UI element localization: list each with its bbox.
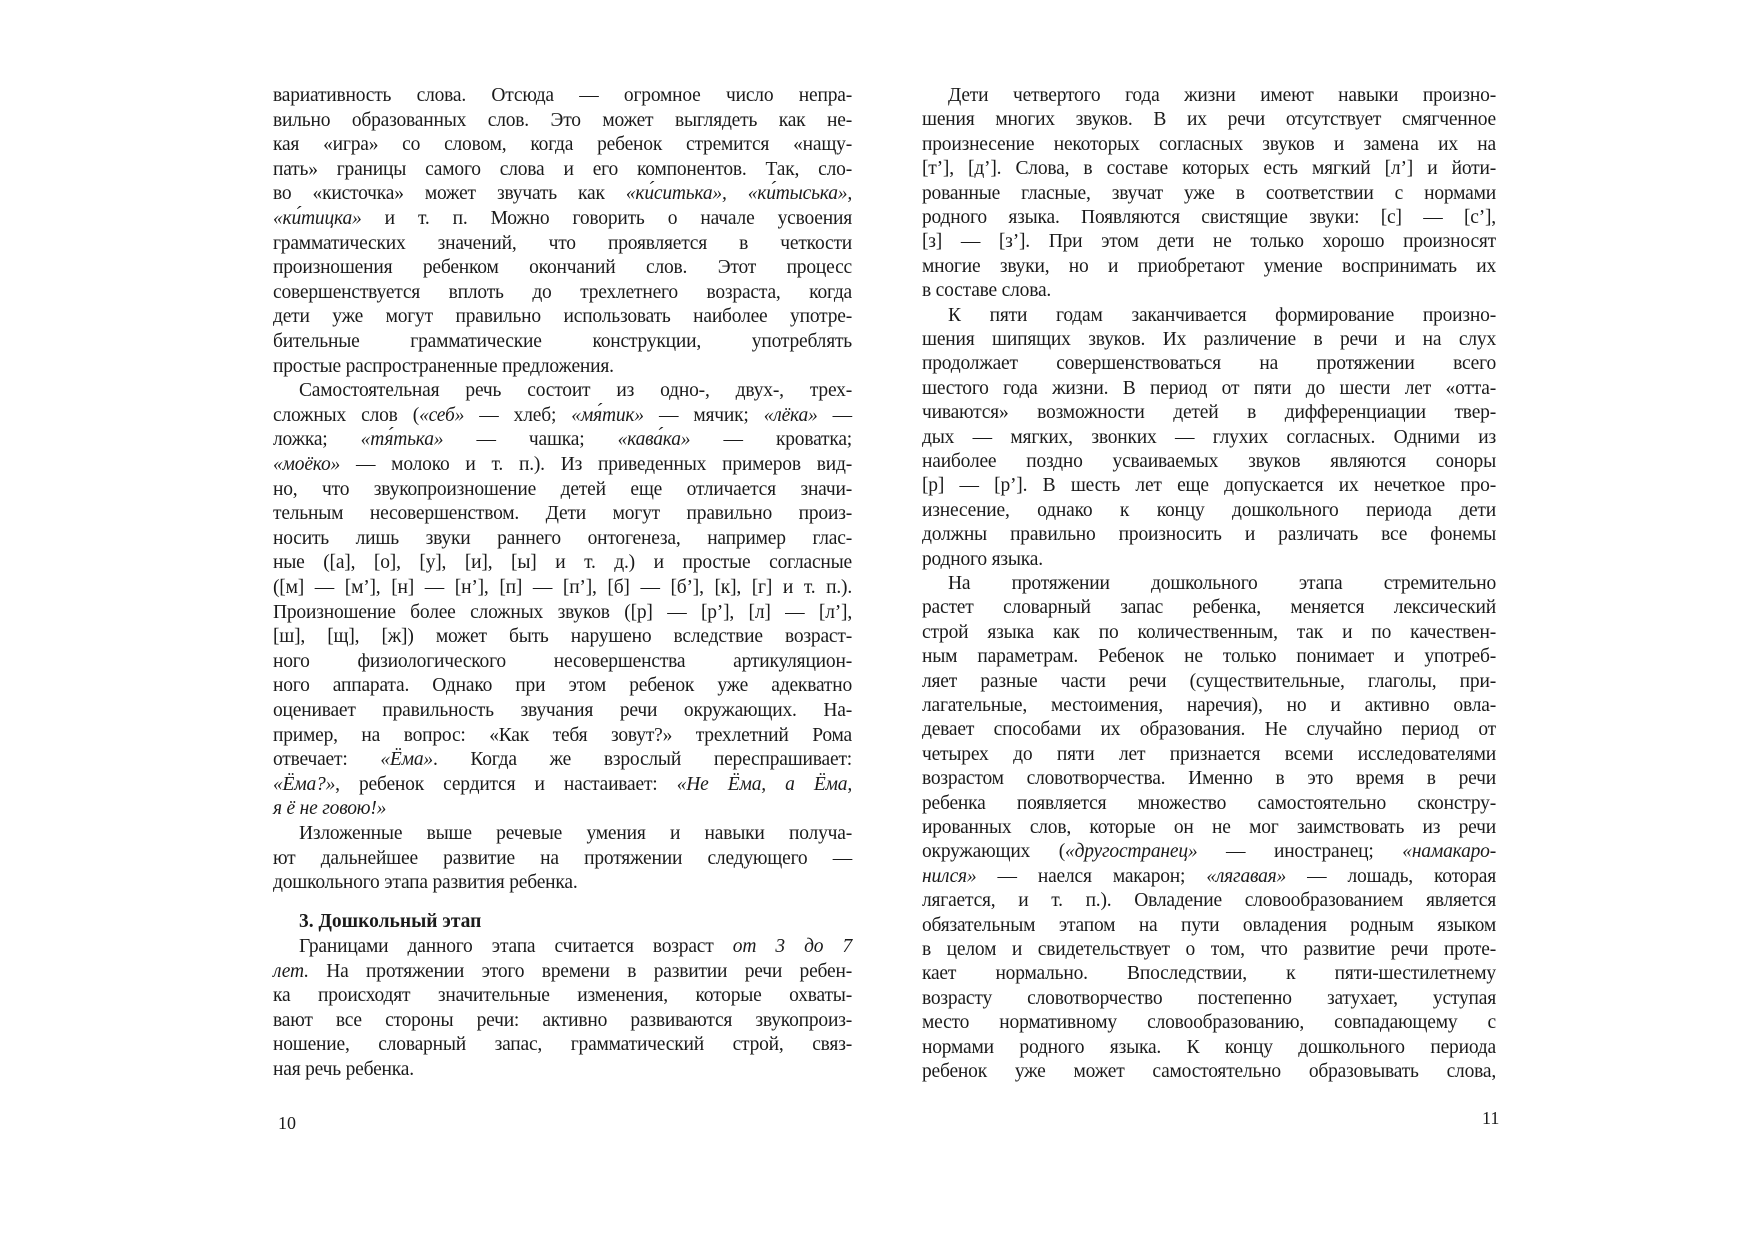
text-line [273, 355, 852, 379]
text-run: шения многих звуков. В их речи отсутствует смягченное [922, 109, 1496, 131]
text-line [922, 1011, 1496, 1035]
italic-example: «себ» [419, 404, 465, 426]
text-run: четырех до пяти лет признается всеми исследователями [922, 743, 1496, 765]
text-run: [т’], [д’]. Слова, в составе которых есть мягкий [л’] и йоти- [922, 158, 1496, 180]
text-run: отвечает: [273, 749, 381, 771]
text-run: девает способами их образования. Не случайно период от [922, 719, 1496, 741]
text-run: дошкольного этапа развития ребенка. [273, 872, 578, 894]
text-run: должны правильно произносить и различать все фонемы [922, 524, 1496, 546]
text-run: — кроватка; [690, 429, 852, 451]
italic-example: от 3 до 7 [732, 936, 853, 957]
italic-example: «ки́ситька», «ки́тыська», [625, 183, 852, 205]
text-line [273, 109, 852, 133]
text-run: продолжает совершенствоваться на протяжении всего [922, 353, 1496, 375]
text-line [273, 960, 852, 984]
text-run: [з] — [з’]. При этом дети не только хорошо произносят [922, 231, 1496, 253]
text-line [273, 404, 852, 428]
text-run: — лошадь, которая [1286, 865, 1496, 887]
text-run: вают все стороны речи: активно развиваются звукопроиз- [273, 1009, 852, 1031]
text-run: ная речь ребенка. [273, 1059, 414, 1080]
text-line [273, 797, 852, 821]
text-line [273, 428, 852, 452]
text-line [922, 352, 1496, 376]
text-line [922, 865, 1496, 889]
text-run: оценивает правильность звучания речи окружающих. На- [273, 700, 852, 721]
text-line [273, 305, 852, 329]
text-run: — мячик; [643, 404, 764, 426]
text-run: К пяти годам заканчивается формирование произно- [948, 304, 1496, 326]
text-run: шестого года жизни. В период от пяти до шести лет «отта- [922, 377, 1496, 399]
text-line [922, 230, 1496, 254]
text-run: нормами родного языка. К концу дошкольного периода [922, 1036, 1496, 1058]
text-line [273, 232, 852, 256]
text-run: — наелся макарон; [976, 865, 1207, 887]
text-run: ложка; [273, 429, 361, 451]
italic-example: лет. [273, 960, 309, 982]
text-run: изнесение, однако к концу дошкольного периода дети [922, 499, 1496, 521]
text-run: носить лишь звуки раннего онтогенеза, например глас- [273, 527, 852, 549]
text-run: На протяжении дошкольного этапа стремительно [948, 573, 1496, 594]
text-line [922, 450, 1496, 474]
text-run: бительные грамматические конструкции, употреблять [273, 331, 852, 352]
text-line [922, 304, 1496, 328]
text-run: строй языка как по количественным, так и по качествен- [922, 621, 1496, 643]
text-line [273, 847, 852, 871]
text-run: Произношение более сложных звуков ([р] — [р’], [л] — [л’], [273, 601, 852, 623]
text-line [922, 718, 1496, 742]
text-run: дети уже могут правильно использовать наиболее употре- [273, 306, 852, 328]
text-line [273, 724, 852, 748]
text-run: ные ([а], [о], [у], [и], [ы] и т. д.) и простые согласные [273, 552, 852, 574]
text-line [922, 1036, 1496, 1060]
text-line [273, 935, 852, 959]
text-run: ребенка появляется множество самостоятельно сконстру- [922, 792, 1496, 814]
text-run: растет словарный запас ребенка, меняется лексический [922, 597, 1496, 619]
text-run: , ребенок сердится и настаивает: [335, 773, 677, 795]
page-number-left: 10 [278, 1113, 296, 1133]
text-line [273, 699, 852, 723]
italic-example: «тя́тька» [360, 429, 444, 451]
text-line [273, 1009, 852, 1033]
text-line [922, 962, 1496, 986]
text-run: ного аппарата. Однако при этом ребенок уже адекватно [273, 675, 852, 697]
section-heading: 3. Дошкольный этап [299, 911, 482, 932]
text-line [922, 84, 1496, 108]
italic-example: «кава́ка» [617, 429, 691, 451]
italic-example: «другостранец» [1065, 841, 1198, 863]
text-line [273, 871, 852, 895]
text-line [922, 743, 1496, 767]
text-run: окружающих ( [922, 841, 1066, 863]
text-run: возрастом словотворчества. Именно в это время в речи [922, 768, 1496, 790]
text-run: ированных слов, которые он не мог заимствовать из речи [922, 817, 1496, 838]
text-line [922, 767, 1496, 791]
text-line [273, 984, 852, 1008]
text-line [922, 987, 1496, 1011]
text-run: Дети четвертого года жизни имеют навыки произно- [948, 85, 1496, 106]
text-run: обязательным этапом на пути овладения родным языком [922, 914, 1496, 936]
text-run: грамматических значений, что проявляется в четкости [273, 232, 852, 254]
text-line [273, 281, 852, 305]
text-run: ка происходят значительные изменения, которые охваты- [273, 985, 852, 1007]
text-line [273, 527, 852, 551]
text-line [273, 379, 852, 403]
text-line [273, 502, 852, 526]
text-line [922, 499, 1496, 523]
text-run: многие звуки, но и приобретают умение воспринимать их [922, 255, 1496, 277]
italic-example: я ё не говою!» [273, 798, 387, 820]
text-run: — [817, 404, 852, 426]
text-line [273, 478, 852, 502]
text-line [922, 182, 1496, 206]
italic-example: «Не Ёма, а Ёма, [676, 773, 852, 795]
text-line [273, 158, 852, 182]
italic-example: «лёка» [763, 404, 818, 426]
text-line [922, 914, 1496, 938]
text-run: наиболее поздно усваиваемых звуков являются соноры [922, 451, 1496, 472]
text-line [922, 596, 1496, 620]
text-line [273, 330, 852, 354]
text-line [922, 523, 1496, 547]
text-line [273, 453, 852, 477]
text-run: простые распространенные предложения. [273, 355, 614, 377]
text-run: сложных слов ( [273, 404, 420, 426]
text-run: родного языка. [922, 548, 1043, 570]
italic-example: «мя́тик» [571, 404, 644, 426]
text-run: кая «игра» со словом, когда ребенок стремится «нащу- [273, 134, 852, 156]
text-run: — хлеб; [464, 404, 572, 426]
text-line [922, 255, 1496, 279]
text-run: На протяжении этого времени в развитии речи ребен- [308, 960, 852, 982]
italic-example: «лягавая» [1206, 865, 1287, 887]
text-run: во «кисточка» может звучать как [273, 183, 626, 205]
text-run: . Когда же взрослый переспрашивает: [432, 749, 852, 771]
text-line [922, 108, 1496, 132]
text-line [922, 377, 1496, 401]
text-run: пример, на вопрос: «Как тебя зовут?» трехлетний Рома [273, 724, 852, 746]
text-run: — молоко и т. п.). Из приведенных примеров вид- [340, 454, 852, 475]
italic-example: «моёко» [273, 454, 341, 475]
text-run: произношения ребенком окончаний слов. Этот процесс [273, 257, 852, 279]
text-run: Самостоятельная речь состоит из одно-, двух-, трех- [299, 380, 852, 402]
italic-example: «Ёма?» [273, 773, 336, 795]
text-line [922, 279, 1496, 303]
text-run: место нормативному словообразованию, совпадающему с [922, 1012, 1496, 1034]
text-line [922, 938, 1496, 962]
text-line [273, 207, 852, 231]
text-run: — иностранец; [1197, 841, 1403, 863]
text-line [273, 551, 852, 575]
text-run: чиваются» возможности детей в дифференциации твер- [922, 402, 1496, 424]
text-line [273, 625, 852, 649]
text-run: в составе слова. [922, 280, 1052, 302]
text-run: вильно образованных слов. Это может выглядеть как не- [273, 109, 852, 131]
text-line [922, 792, 1496, 816]
text-line [922, 816, 1496, 840]
text-line [922, 1060, 1496, 1084]
italic-example: «намакаро- [1402, 841, 1497, 863]
text-line [922, 328, 1496, 352]
text-run: тельным несовершенством. Дети могут правильно произ- [273, 503, 852, 525]
text-line [922, 694, 1496, 718]
text-line [922, 426, 1496, 450]
text-run: рованные гласные, звучат уже в соответствии с нормами [922, 182, 1496, 204]
text-line [273, 256, 852, 280]
text-run: ([м] — [м’], [н] — [н’], [п] — [п’], [б] — [б’], [к], [г] и т. п.). [273, 577, 852, 598]
text-line [922, 401, 1496, 425]
text-line [922, 474, 1496, 498]
page-number-right: 11 [1482, 1108, 1500, 1128]
text-run: но, что звукопроизношение детей еще отличается значи- [273, 478, 852, 500]
text-line [922, 840, 1496, 864]
text-line [273, 773, 852, 797]
text-line [273, 601, 852, 625]
text-line [922, 889, 1496, 913]
text-line [922, 548, 1496, 572]
text-run: — чашка; [443, 429, 618, 451]
text-line [273, 576, 852, 600]
text-run: ляет разные части речи (существительные, глаголы, при- [922, 670, 1496, 692]
text-run: лягается, и т. п.). Овладение словообразованием является [922, 890, 1496, 912]
text-line [922, 621, 1496, 645]
text-run: Границами данного этапа считается возраст [299, 936, 733, 957]
text-run: ным параметрам. Ребенок не только понимает и употреб- [922, 646, 1496, 668]
text-run: возрасту словотворчество постепенно затухает, уступая [922, 987, 1496, 1009]
text-line [922, 670, 1496, 694]
text-line [273, 182, 852, 206]
text-run: родного языка. Появляются свистящие звуки: [с] — [с’], [922, 207, 1496, 228]
text-line [273, 1033, 852, 1057]
text-line [273, 822, 852, 846]
text-run: ношение, словарный запас, грамматический строй, связ- [273, 1034, 852, 1056]
text-run: Изложенные выше речевые умения и навыки получа- [299, 823, 852, 844]
text-line [922, 206, 1496, 230]
text-run: ребенок уже может самостоятельно образовывать слова, [922, 1061, 1496, 1082]
text-run: ного физиологического несовершенства артикуляцион- [273, 650, 852, 672]
italic-example: «Ёма» [380, 749, 433, 771]
text-run: кает нормально. Впоследствии, к пяти-шестилетнему [922, 963, 1496, 985]
text-run: дых — мягких, звонких — глухих согласных. Одними из [922, 426, 1496, 448]
text-line [273, 748, 852, 772]
text-run: пать» границы самого слова и его компонентов. Так, сло- [273, 158, 852, 180]
italic-example: нился» [922, 865, 977, 887]
italic-example: «ки́тицка» [273, 208, 362, 229]
text-run: и т. п. Можно говорить о начале усвоения [361, 208, 852, 229]
text-line [273, 1058, 852, 1082]
text-run: [ш], [щ], [ж]) может быть нарушено вследствие возраст- [273, 626, 852, 648]
text-line [922, 133, 1496, 157]
text-run: совершенствуется вплоть до трехлетнего возраста, когда [273, 281, 852, 303]
text-run: лагательные, местоимения, наречия), но и активно овла- [922, 695, 1496, 716]
text-line [922, 157, 1496, 181]
text-run: в целом и свидетельствует о том, что развитие речи проте- [922, 939, 1496, 960]
text-run: вариативность слова. Отсюда — огромное число непра- [273, 85, 852, 106]
text-line [273, 133, 852, 157]
text-run: произнесение некоторых согласных звуков и замена их на [922, 133, 1496, 155]
text-line [273, 674, 852, 698]
text-line [922, 572, 1496, 596]
text-run: ют дальнейшее развитие на протяжении следующего — [273, 847, 852, 869]
text-run: шения шипящих звуков. Их различение в речи и на слух [922, 329, 1496, 350]
text-run: [р] — [р’]. В шесть лет еще допускается их нечеткое про- [922, 475, 1496, 497]
text-line [273, 650, 852, 674]
text-line [922, 645, 1496, 669]
text-line [273, 84, 852, 108]
